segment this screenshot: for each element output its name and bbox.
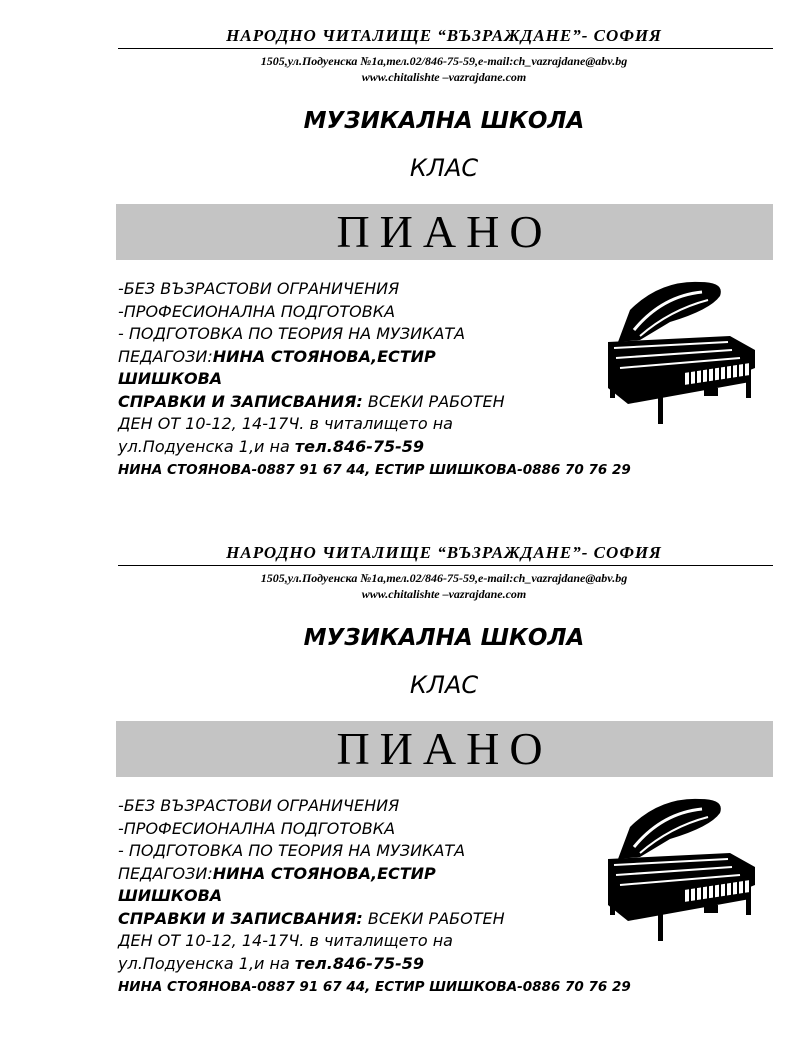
address-line	[118, 953, 748, 976]
contacts-line: НИНА СТОЯНОВА-0887 91 67 44, ЕСТИР ШИШКОВА-0886 70 76 29	[118, 979, 631, 995]
hours-line: ДЕН ОТ 10-12, 14-17Ч. в читалището на	[118, 414, 453, 433]
feature-no-age-limit: -БЕЗ ВЪЗРАСТОВИ ОГРАНИЧЕНИЯ	[118, 796, 400, 815]
grand-piano-icon	[600, 787, 760, 942]
address-text: ул.Подуенска 1,и на	[118, 953, 295, 973]
phone-number: тел.846-75-59	[294, 953, 425, 973]
teachers-names-cont: ШИШКОВА	[118, 369, 223, 388]
class-label: КЛАС	[409, 154, 479, 182]
feature-no-age-limit: -БЕЗ ВЪЗРАСТОВИ ОГРАНИЧЕНИЯ	[118, 279, 400, 298]
school-title: МУЗИКАЛНА ШКОЛА	[303, 625, 585, 651]
teachers-names-cont: ШИШКОВА	[118, 886, 223, 905]
teachers-names: НИНА СТОЯНОВА,ЕСТИР	[212, 863, 436, 883]
header-divider	[118, 48, 773, 49]
school-title: МУЗИКАЛНА ШКОЛА	[303, 108, 585, 134]
contact-website: www.chitalishte –vazrajdane.com	[361, 587, 527, 601]
address-text: ул.Подуенска 1,и на	[118, 436, 295, 456]
phone-number: тел.846-75-59	[294, 436, 425, 456]
inquiry-label: СПРАВКИ И ЗАПИСВАНИЯ:	[118, 391, 363, 411]
inquiry-text: ВСЕКИ РАБОТЕН	[362, 391, 505, 411]
instrument-banner	[116, 721, 773, 777]
feature-professional: -ПРОФЕСИОНАЛНА ПОДГОТОВКА	[118, 301, 396, 321]
header-divider	[118, 565, 773, 566]
contact-block	[120, 53, 768, 85]
instrument-banner	[116, 204, 773, 260]
instrument-name: ПИАНО	[336, 723, 553, 774]
inquiry-label: СПРАВКИ И ЗАПИСВАНИЯ:	[118, 908, 363, 928]
flyer-2	[0, 517, 808, 1017]
feature-theory: - ПОДГОТОВКА ПО ТЕОРИЯ НА МУЗИКАТА	[118, 841, 466, 860]
feature-theory: - ПОДГОТОВКА ПО ТЕОРИЯ НА МУЗИКАТА	[118, 324, 466, 343]
teachers-names: НИНА СТОЯНОВА,ЕСТИР	[212, 346, 436, 366]
grand-piano-icon	[600, 270, 760, 425]
teachers-label: ПЕДАГОЗИ:	[118, 863, 213, 883]
contact-block	[120, 570, 768, 602]
teachers-label: ПЕДАГОЗИ:	[118, 346, 213, 366]
instrument-name: ПИАНО	[336, 206, 553, 257]
address-line	[118, 436, 748, 459]
hours-line: ДЕН ОТ 10-12, 14-17Ч. в читалището на	[118, 931, 453, 950]
flyer-1	[0, 0, 808, 500]
contact-address: 1505,ул.Подуенска №1а,тел.02/846-75-59,e-mail:ch_vazrajdane@abv.bg	[260, 54, 628, 68]
contact-website: www.chitalishte –vazrajdane.com	[361, 70, 527, 84]
organization-title: НАРОДНО ЧИТАЛИЩЕ “ВЪЗРАЖДАНЕ”- СОФИЯ	[226, 543, 662, 562]
organization-title: НАРОДНО ЧИТАЛИЩЕ “ВЪЗРАЖДАНЕ”- СОФИЯ	[226, 26, 662, 45]
inquiry-text: ВСЕКИ РАБОТЕН	[362, 908, 505, 928]
contact-address: 1505,ул.Подуенска №1а,тел.02/846-75-59,e-mail:ch_vazrajdane@abv.bg	[260, 571, 628, 585]
feature-professional: -ПРОФЕСИОНАЛНА ПОДГОТОВКА	[118, 818, 396, 838]
contacts-line: НИНА СТОЯНОВА-0887 91 67 44, ЕСТИР ШИШКОВА-0886 70 76 29	[118, 462, 631, 478]
class-label: КЛАС	[409, 671, 479, 699]
